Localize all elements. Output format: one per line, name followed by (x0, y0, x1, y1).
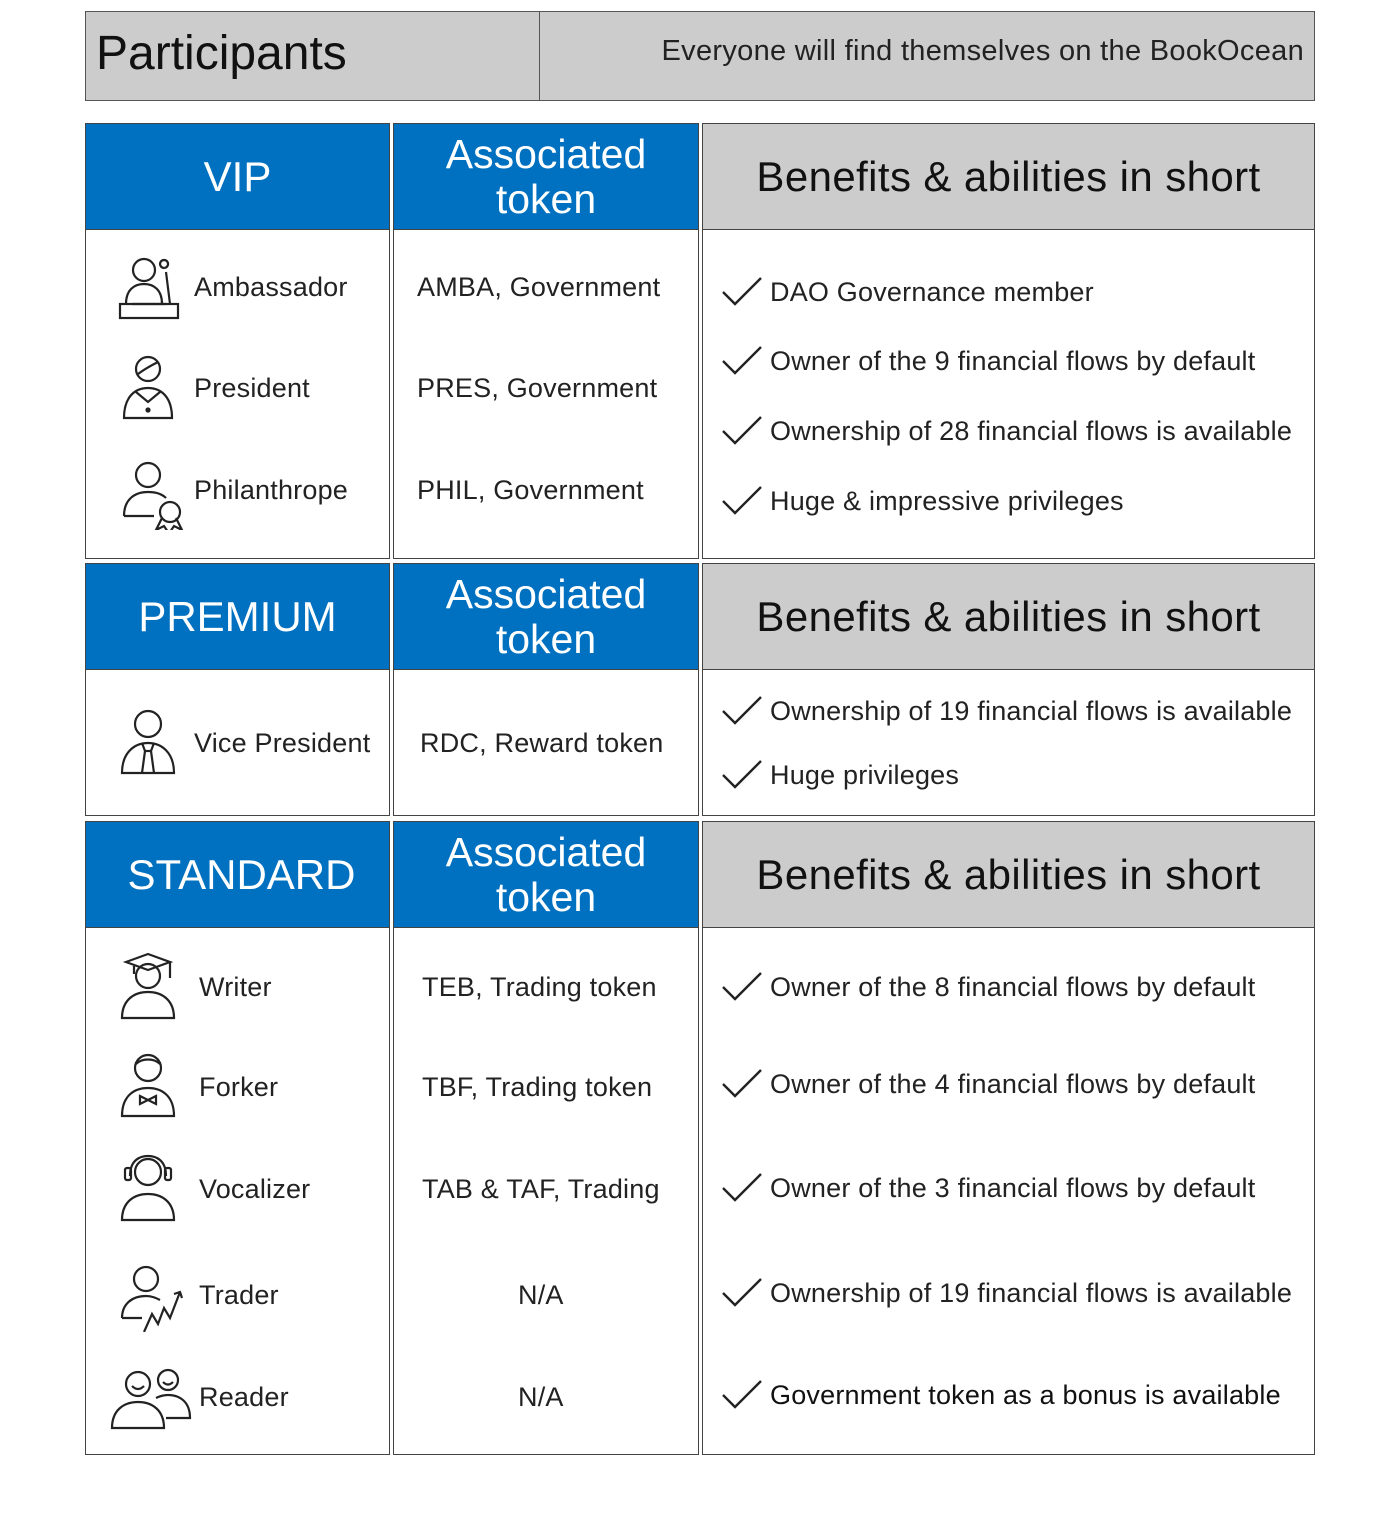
token-header-label: Associated token (445, 828, 647, 920)
benefits-header-label: Benefits & abilities in short (756, 850, 1261, 898)
trader-icon (120, 1262, 186, 1332)
benefit-item (721, 415, 1292, 447)
tier-name: PREMIUM (138, 592, 337, 640)
standard-roles-column (85, 821, 390, 1455)
token-value: TBF, Trading token (422, 1072, 653, 1102)
role-label: Philanthrope (194, 475, 349, 505)
writer-icon (116, 952, 182, 1022)
checkmark-icon (721, 415, 763, 447)
benefit-text: Government token as a bonus is available (770, 1379, 1281, 1410)
premium-roles-column (85, 563, 390, 816)
tier-name: STANDARD (127, 850, 356, 898)
forker-icon (116, 1052, 182, 1122)
premium-benefits-column (702, 563, 1315, 816)
vip-token-column (393, 123, 699, 559)
benefit-text: Owner of the 4 financial flows by default (770, 1068, 1256, 1099)
token-header-standard (394, 822, 698, 928)
checkmark-icon (721, 971, 763, 1003)
benefit-item (721, 485, 1124, 517)
token-value: PRES, Government (417, 373, 658, 403)
token-value: RDC, Reward token (420, 728, 664, 758)
role-label: President (194, 373, 310, 403)
standard-benefits-column (702, 821, 1315, 1455)
vocalizer-icon (116, 1154, 182, 1224)
premium-section (85, 563, 1315, 816)
ambassador-icon (114, 254, 180, 324)
checkmark-icon (721, 1172, 763, 1204)
benefit-item (721, 1068, 1255, 1100)
checkmark-icon (721, 345, 763, 377)
token-header-premium (394, 564, 698, 670)
token-header-vip (394, 124, 698, 230)
vip-benefits-column (702, 123, 1315, 559)
vip-section (85, 123, 1315, 559)
vip-roles-column (85, 123, 390, 559)
benefit-text: Ownership of 28 financial flows is available (770, 415, 1293, 446)
token-value: N/A (518, 1280, 564, 1310)
checkmark-icon (721, 276, 763, 308)
participants-banner (85, 11, 1315, 101)
reader-icon (110, 1364, 192, 1434)
checkmark-icon (721, 1379, 763, 1411)
role-label: Forker (199, 1072, 279, 1102)
benefits-header-label: Benefits & abilities in short (756, 592, 1261, 640)
checkmark-icon (721, 1277, 763, 1309)
benefit-item (721, 971, 1255, 1003)
benefit-text: Owner of the 9 financial flows by default (770, 345, 1256, 376)
token-header-label: Associated token (445, 570, 647, 662)
role-label: Vice President (194, 728, 371, 758)
benefit-text: Ownership of 19 financial flows is available (770, 1277, 1293, 1308)
benefit-text: DAO Governance member (770, 276, 1094, 307)
benefit-text: Huge privileges (770, 759, 960, 790)
token-value: TAB & TAF, Trading (422, 1174, 660, 1204)
page-subtitle: Everyone will find themselves on the BookOcean (661, 35, 1304, 67)
benefits-header-vip (703, 124, 1314, 230)
benefit-text: Huge & impressive privileges (770, 485, 1124, 516)
role-label: Trader (199, 1280, 279, 1310)
benefit-item (721, 759, 959, 791)
token-value: AMBA, Government (417, 272, 661, 302)
banner-divider (539, 12, 540, 100)
tier-header-premium (86, 564, 389, 670)
standard-token-column (393, 821, 699, 1455)
role-label: Ambassador (194, 272, 348, 302)
president-icon (116, 354, 182, 424)
checkmark-icon (721, 695, 763, 727)
tier-name: VIP (203, 152, 272, 200)
benefits-header-standard (703, 822, 1314, 928)
page-title: Participants (96, 27, 347, 80)
philanthrope-icon (120, 460, 186, 530)
benefit-text: Owner of the 8 financial flows by default (770, 971, 1256, 1002)
benefit-item (721, 1379, 1281, 1411)
tier-header-vip (86, 124, 389, 230)
role-label: Reader (199, 1382, 289, 1412)
benefits-header-premium (703, 564, 1314, 670)
role-label: Writer (199, 972, 272, 1002)
token-header-label: Associated token (445, 130, 647, 222)
standard-section (85, 821, 1315, 1455)
benefit-item (721, 345, 1255, 377)
benefit-text: Owner of the 3 financial flows by default (770, 1172, 1256, 1203)
benefits-header-label: Benefits & abilities in short (756, 152, 1261, 200)
checkmark-icon (721, 485, 763, 517)
premium-token-column (393, 563, 699, 816)
benefit-item (721, 695, 1292, 727)
checkmark-icon (721, 759, 763, 791)
token-value: N/A (518, 1382, 564, 1412)
token-value: TEB, Trading token (422, 972, 657, 1002)
vice-president-icon (116, 709, 182, 779)
token-value: PHIL, Government (417, 475, 644, 505)
checkmark-icon (721, 1068, 763, 1100)
tier-header-standard (86, 822, 389, 928)
benefit-text: Ownership of 19 financial flows is available (770, 695, 1293, 726)
benefit-item (721, 276, 1094, 308)
benefit-item (721, 1277, 1292, 1309)
role-label: Vocalizer (199, 1174, 311, 1204)
benefit-item (721, 1172, 1255, 1204)
